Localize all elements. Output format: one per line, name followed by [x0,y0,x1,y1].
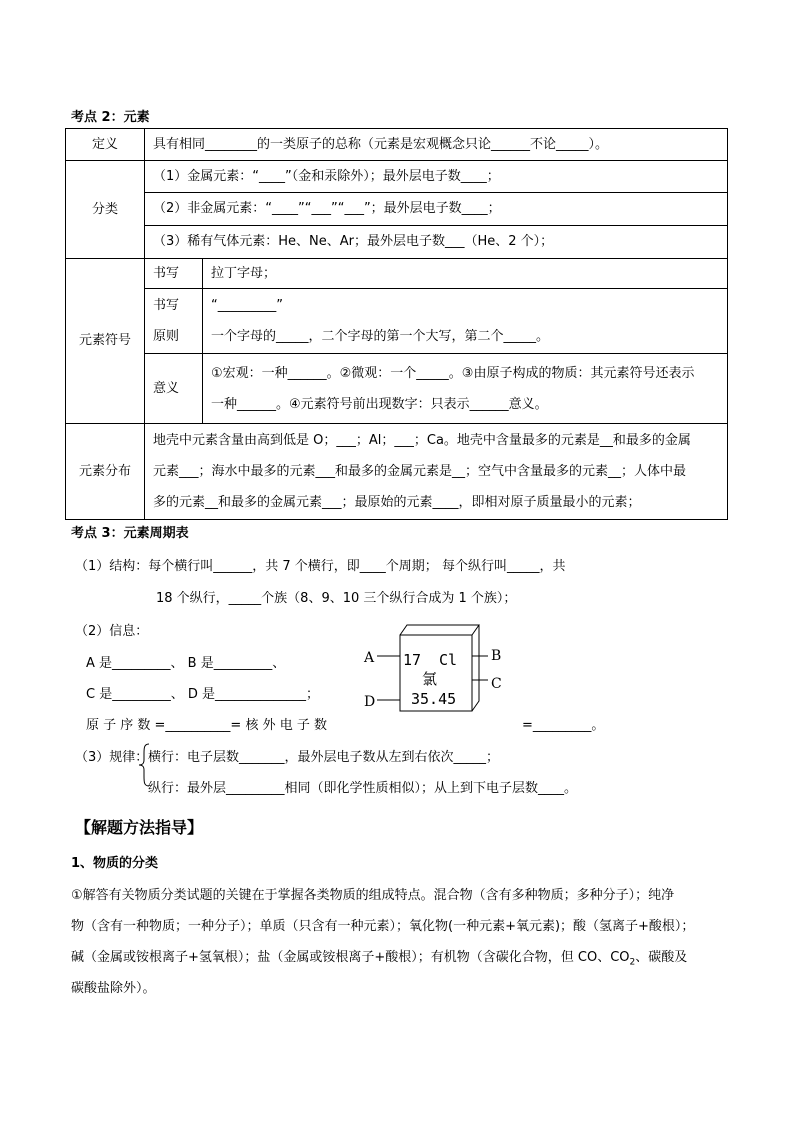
classification-item-2: （2）非金属元素：“____”“___”“___”；最外层电子数____； [145,193,728,226]
definition-text: 具有相同________的一类原子的总称（元素是宏观概念只论______不论_____）。 [145,129,728,161]
method-paragraph-line-1: ①解答有关物质分类试题的关键在于掌握各类物质的组成特点。混合物（含有多种物质；多种分子）；纯净 [71,888,675,903]
kaodian2-heading: 考点 2：元素 [71,110,150,125]
distribution-line-1: 地壳中元素含量由高到低是 O；___；Al；___；Ca。地壳中含量最多的元素是__和最多的金属 [153,433,691,448]
symbol-meaning-text-2: 一种______。④元素符号前出现数字：只表示______意义。 [211,396,548,412]
info-heading: （2）信息： [75,624,149,639]
rule-line-2: 纵行：最外层_________相同（即化学性质相似）；从上到下电子层数____。 [148,781,578,796]
symbol-writing-text: 拉丁字母； [203,259,728,289]
atomic-number: 17 [403,651,422,669]
definition-label: 定义 [66,129,145,161]
classification-item-3: （3）稀有气体元素：He、Ne、Ar；最外层电子数___（He、2 个）； [145,226,728,259]
distribution-line-2: 元素___；海水中最多的元素___和最多的金属元素是__；空气中含量最多的元素__；人体中最 [153,464,687,479]
structure-line-1: （1）结构：每个横行叫______，共 7 个横行，即____个周期； 每个纵行叫_____，共 [75,559,566,574]
info-line-2: C 是_________、 D 是______________； [86,687,319,702]
classification-label: 分类 [66,161,145,259]
label-a: A [364,650,375,666]
info-line-1: A 是_________、 B 是_________、 [86,656,286,671]
label-b: B [491,648,502,664]
element-table [65,128,728,520]
symbol-meaning-label: 意义 [145,354,203,424]
symbol-rule-text [203,289,728,354]
kaodian3-heading: 考点 3：元素周期表 [71,526,189,541]
box-side-face [472,625,479,711]
info-line-3-left: 原 子 序 数 =__________= 核 外 电 子 数 [86,718,327,733]
symbol-rule-label-2: 原则 [153,329,180,344]
symbol-rule-text-1: “_________” [211,298,283,313]
method-subheading: 1、物质的分类 [71,856,159,871]
box-top-face [400,625,479,635]
atomic-mass: 35.45 [411,690,457,708]
symbol-label: 元素符号 [66,259,145,424]
label-c: C [491,676,502,692]
element-box-diagram [355,620,515,720]
symbol-meaning-text-1: ①宏观：一种______。②微观：一个_____。③由原子构成的物质：其元素符号还表示 [211,365,695,381]
symbol-writing-label: 书写 [145,259,203,289]
method-heading: 【解题方法指导】 [75,818,204,837]
distribution-line-3: 多的元素__和最多的金属元素___；最原始的元素____，即相对原子质量最小的元素； [153,495,641,510]
info-line-3-right: =_________。 [522,718,605,733]
symbol-meaning-text [203,354,728,424]
method-paragraph-line-3b: 、碳酸及 [635,950,688,965]
symbol-rule-label [145,289,203,354]
distribution-text [145,424,728,520]
distribution-label: 元素分布 [66,424,145,520]
structure-line-2: 18 个纵行，_____个族（8、9、10 三个纵行合成为 1 个族）； [156,591,517,606]
method-paragraph-line-4: 碳酸盐除外）。 [71,981,156,996]
classification-item-1: （1）金属元素：“____”（金和汞除外）；最外层电子数____； [145,161,728,193]
co2-subscript: 2 [629,957,636,968]
method-paragraph-line-3 [71,946,687,968]
rule-label: （3）规律： [75,750,149,765]
method-paragraph-line-3a: 碱（金属或铵根离子+氢氧根）；盐（金属或铵根离子+酸根）；有机物（含碳化合物，但 CO、CO [71,950,630,965]
label-d: D [364,694,376,710]
element-name: 氯 [422,670,438,688]
symbol-rule-label-1: 书写 [153,298,180,313]
rule-line-1: 横行：电子层数_______，最外层电子数从左到右依次_____； [148,750,500,765]
method-paragraph-line-2: 物（含有一种物质；一种分子）；单质（只含有一种元素）；氧化物(一种元素+氧元素)；酸（氢离子+酸根）； [71,919,695,934]
element-symbol: Cl [439,651,458,669]
symbol-rule-text-2: 一个字母的_____，二个字母的第一个大写，第二个_____。 [211,329,550,344]
